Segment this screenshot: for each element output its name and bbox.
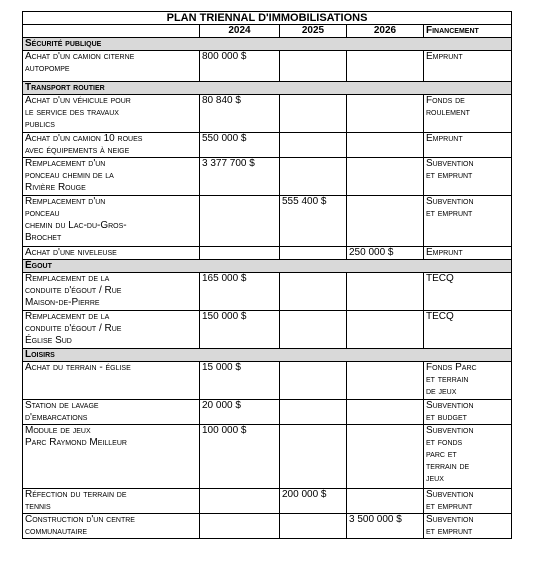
amount-2024-cell: 150 000 $ xyxy=(200,311,280,349)
amount-2025-cell xyxy=(280,514,347,539)
amount-2024-cell: 20 000 $ xyxy=(200,400,280,425)
amount-2026-cell xyxy=(347,95,424,133)
amount-2024-cell xyxy=(200,196,280,247)
table-row xyxy=(23,489,512,514)
funding-cell: TECQ xyxy=(424,311,512,349)
amount-2026-cell xyxy=(347,133,424,158)
project-cell: Remplacement d'un ponceau chemin de la Rivière Rouge xyxy=(23,158,200,196)
funding-cell: Subvention et emprunt xyxy=(424,196,512,247)
amount-2025-cell xyxy=(280,247,347,260)
header-row xyxy=(23,25,512,38)
section-title: Transport routier xyxy=(23,82,512,95)
funding-cell: Fonds Parc et terrain de jeux xyxy=(424,362,512,400)
amount-2026-cell xyxy=(347,196,424,247)
amount-2024-cell xyxy=(200,489,280,514)
amount-2025-cell xyxy=(280,425,347,489)
project-cell: Station de lavage d'embarcations xyxy=(23,400,200,425)
amount-2025-cell xyxy=(280,133,347,158)
amount-2026-cell xyxy=(347,273,424,311)
amount-2025-cell xyxy=(280,311,347,349)
funding-cell: Fonds de roulement xyxy=(424,95,512,133)
table-row xyxy=(23,95,512,133)
project-cell: Module de jeux Parc Raymond Meilleur xyxy=(23,425,200,489)
table-row xyxy=(23,158,512,196)
project-cell: Achat d'une niveleuse xyxy=(23,247,200,260)
table-title: PLAN TRIENNAL D'IMMOBILISATIONS xyxy=(23,12,512,25)
table-row xyxy=(23,425,512,489)
table-body xyxy=(23,38,512,539)
table-row xyxy=(23,362,512,400)
header-2025: 2025 xyxy=(280,25,347,38)
amount-2025-cell xyxy=(280,95,347,133)
section-row xyxy=(23,38,512,51)
amount-2025-cell xyxy=(280,273,347,311)
amount-2025-cell xyxy=(280,362,347,400)
funding-cell: Subvention et budget xyxy=(424,400,512,425)
header-2024: 2024 xyxy=(200,25,280,38)
amount-2025-cell xyxy=(280,51,347,82)
amount-2024-cell xyxy=(200,514,280,539)
amount-2026-cell xyxy=(347,425,424,489)
project-cell: Achat d'un véhicule pour le service des travaux publics xyxy=(23,95,200,133)
table-row xyxy=(23,400,512,425)
amount-2026-cell xyxy=(347,362,424,400)
project-cell: Remplacement de la conduite d'égout / Rue Maison-de-Pierre xyxy=(23,273,200,311)
project-cell: Achat d'un camion 10 roues avec équipements à neige xyxy=(23,133,200,158)
amount-2024-cell: 800 000 $ xyxy=(200,51,280,82)
amount-2026-cell xyxy=(347,489,424,514)
funding-cell: Emprunt xyxy=(424,51,512,82)
amount-2025-cell xyxy=(280,400,347,425)
project-cell: Achat du terrain - église xyxy=(23,362,200,400)
project-cell: Achat d'un camion citerne autopompe xyxy=(23,51,200,82)
table-row xyxy=(23,196,512,247)
amount-2024-cell xyxy=(200,247,280,260)
amount-2026-cell: 3 500 000 $ xyxy=(347,514,424,539)
header-2026: 2026 xyxy=(347,25,424,38)
amount-2024-cell: 15 000 $ xyxy=(200,362,280,400)
amount-2026-cell: 250 000 $ xyxy=(347,247,424,260)
amount-2026-cell xyxy=(347,311,424,349)
project-cell: Réfection du terrain de tennis xyxy=(23,489,200,514)
amount-2024-cell: 165 000 $ xyxy=(200,273,280,311)
table-row xyxy=(23,273,512,311)
funding-cell: Subvention et emprunt xyxy=(424,158,512,196)
amount-2024-cell: 550 000 $ xyxy=(200,133,280,158)
section-title: Loisirs xyxy=(23,349,512,362)
table-row xyxy=(23,51,512,82)
amount-2024-cell: 3 377 700 $ xyxy=(200,158,280,196)
funding-cell: Emprunt xyxy=(424,247,512,260)
amount-2024-cell: 100 000 $ xyxy=(200,425,280,489)
table-row xyxy=(23,514,512,539)
amount-2026-cell xyxy=(347,158,424,196)
amount-2025-cell xyxy=(280,158,347,196)
amount-2025-cell: 200 000 $ xyxy=(280,489,347,514)
funding-cell: Subvention et emprunt xyxy=(424,514,512,539)
amount-2024-cell: 80 840 $ xyxy=(200,95,280,133)
amount-2026-cell xyxy=(347,51,424,82)
funding-cell: Subvention et emprunt xyxy=(424,489,512,514)
table-row xyxy=(23,311,512,349)
project-cell: Remplacement d'un ponceau chemin du Lac-du-Gros- Brochet xyxy=(23,196,200,247)
amount-2025-cell: 555 400 $ xyxy=(280,196,347,247)
amount-2026-cell xyxy=(347,400,424,425)
funding-cell: Subvention et fonds parc et terrain de jeux xyxy=(424,425,512,489)
section-row xyxy=(23,349,512,362)
table-row xyxy=(23,247,512,260)
header-financement: Financement xyxy=(424,25,512,38)
section-title: Égout xyxy=(23,260,512,273)
header-project xyxy=(23,25,200,38)
project-cell: Remplacement de la conduite d'égout / Rue Église Sud xyxy=(23,311,200,349)
capital-plan-table xyxy=(22,11,512,539)
table-row xyxy=(23,133,512,158)
section-row xyxy=(23,260,512,273)
section-row xyxy=(23,82,512,95)
funding-cell: Emprunt xyxy=(424,133,512,158)
section-title: Sécurité publique xyxy=(23,38,512,51)
funding-cell: TECQ xyxy=(424,273,512,311)
project-cell: Construction d'un centre communautaire xyxy=(23,514,200,539)
